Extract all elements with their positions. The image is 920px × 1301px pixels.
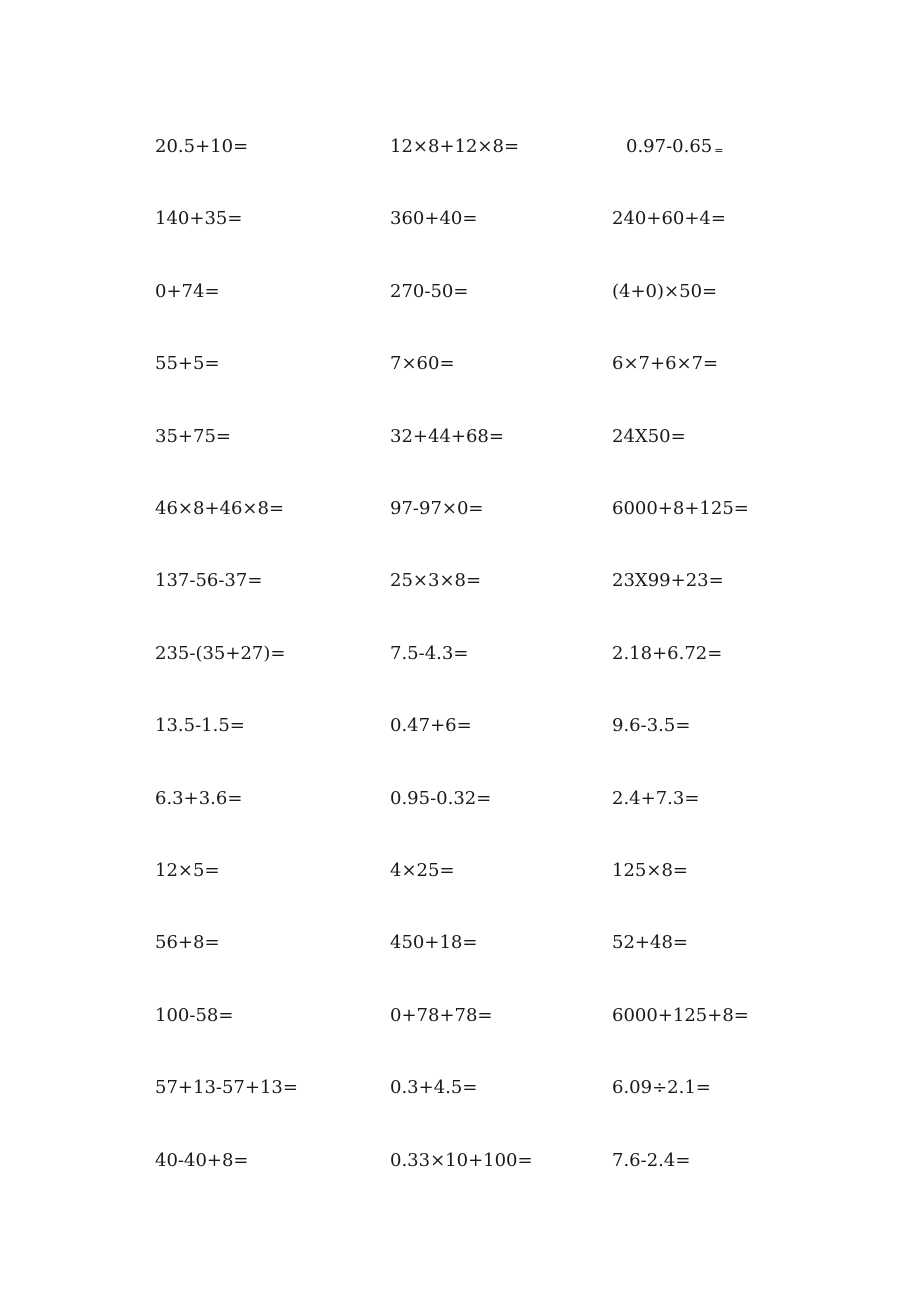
problem-row bbox=[0, 132, 920, 162]
problem-row bbox=[0, 1073, 920, 1103]
problem-text: 0.95-0.32= bbox=[390, 787, 492, 809]
problem-text: 2.4+7.3= bbox=[612, 787, 700, 809]
math-problem bbox=[155, 1146, 249, 1176]
math-problem bbox=[390, 349, 455, 379]
math-problem bbox=[390, 566, 481, 596]
math-problem bbox=[155, 566, 262, 596]
problem-text: 6000+8+125= bbox=[612, 498, 749, 519]
problem-text: 0.97-0.65 bbox=[626, 136, 713, 157]
math-problem bbox=[155, 856, 220, 886]
math-problem bbox=[155, 1001, 233, 1031]
problem-row bbox=[0, 422, 920, 452]
math-problem bbox=[390, 1001, 493, 1031]
math-problem bbox=[612, 1146, 690, 1176]
problem-text: 40-40+8= bbox=[155, 1149, 249, 1171]
problem-text: 12×8+12×8= bbox=[390, 136, 520, 157]
problem-text: 24X50= bbox=[612, 425, 686, 447]
problem-text: 56+8= bbox=[155, 932, 220, 954]
problem-text: 0+74= bbox=[155, 280, 220, 302]
problem-text: 0.3+4.5= bbox=[390, 1077, 478, 1099]
problem-text: 6.09÷2.1= bbox=[612, 1077, 711, 1099]
math-problem bbox=[155, 928, 220, 958]
math-problem bbox=[155, 277, 220, 307]
problem-text: 240+60+4= bbox=[612, 208, 726, 230]
math-problem bbox=[612, 422, 686, 452]
problem-text: 25×3×8= bbox=[390, 570, 482, 592]
problem-text: 4×25= bbox=[390, 860, 455, 881]
problem-row bbox=[0, 928, 920, 958]
math-problem bbox=[612, 349, 718, 379]
math-problem bbox=[390, 928, 477, 958]
math-problem bbox=[155, 639, 285, 669]
problem-row bbox=[0, 494, 920, 524]
math-problem bbox=[626, 132, 723, 162]
problem-text: 7.6-2.4= bbox=[612, 1149, 691, 1171]
math-problem bbox=[155, 422, 231, 452]
math-problem bbox=[612, 1073, 711, 1103]
problem-text: 2.18+6.72= bbox=[612, 642, 723, 664]
problem-text: 137-56-37= bbox=[155, 570, 263, 592]
problem-text: 23X99+23= bbox=[612, 570, 724, 592]
math-problem bbox=[390, 132, 519, 162]
problem-text: 6.3+3.6= bbox=[155, 787, 243, 809]
problem-row bbox=[0, 784, 920, 814]
math-problem bbox=[155, 204, 242, 234]
math-problem bbox=[155, 784, 242, 814]
problem-row bbox=[0, 711, 920, 741]
problem-text: 57+13-57+13= bbox=[155, 1077, 298, 1099]
math-problem bbox=[612, 494, 749, 524]
math-problem bbox=[155, 1073, 298, 1103]
problem-text: 270-50= bbox=[390, 280, 469, 302]
small-equals-sign: = bbox=[714, 144, 724, 157]
problem-text: 46×8+46×8= bbox=[155, 498, 285, 519]
problem-text: 0+78+78= bbox=[390, 1004, 493, 1026]
math-problem bbox=[155, 349, 220, 379]
math-problem bbox=[390, 422, 504, 452]
math-problem bbox=[390, 1073, 477, 1103]
math-problem bbox=[390, 1146, 533, 1176]
math-problem bbox=[390, 204, 477, 234]
math-problem bbox=[390, 856, 455, 886]
problem-text: 140+35= bbox=[155, 208, 243, 230]
problem-text: 35+75= bbox=[155, 425, 231, 447]
math-problem bbox=[390, 711, 472, 741]
problem-text: 9.6-3.5= bbox=[612, 715, 691, 737]
problem-text: 6×7+6×7= bbox=[612, 353, 719, 375]
math-problem bbox=[612, 566, 724, 596]
problem-row bbox=[0, 639, 920, 669]
problem-text: 7×60= bbox=[390, 353, 455, 375]
math-problem bbox=[612, 1001, 749, 1031]
problem-text: 100-58= bbox=[155, 1004, 234, 1026]
math-problem bbox=[155, 494, 284, 524]
problem-text: 20.5+10= bbox=[155, 136, 249, 157]
problem-text: 125×8= bbox=[612, 860, 688, 881]
math-problem bbox=[612, 784, 699, 814]
problem-text: 235-(35+27)= bbox=[155, 642, 286, 664]
math-problem bbox=[390, 639, 468, 669]
math-problem bbox=[155, 711, 245, 741]
math-problem bbox=[612, 711, 690, 741]
problem-text: 7.5-4.3= bbox=[390, 642, 469, 664]
problem-row bbox=[0, 1146, 920, 1176]
math-problem bbox=[390, 494, 484, 524]
math-problem bbox=[390, 277, 468, 307]
problem-row bbox=[0, 566, 920, 596]
problem-text: 13.5-1.5= bbox=[155, 715, 245, 737]
problem-row bbox=[0, 1001, 920, 1031]
problem-text: 32+44+68= bbox=[390, 425, 504, 447]
math-problem bbox=[155, 132, 248, 162]
problem-text: 450+18= bbox=[390, 932, 478, 954]
problem-row bbox=[0, 349, 920, 379]
math-problem bbox=[612, 277, 717, 307]
problem-text: 6000+125+8= bbox=[612, 1004, 749, 1026]
math-problem bbox=[612, 928, 688, 958]
problem-row bbox=[0, 204, 920, 234]
problem-text: 0.47+6= bbox=[390, 715, 472, 737]
problem-row bbox=[0, 277, 920, 307]
problem-text: 360+40= bbox=[390, 208, 478, 230]
problem-text: 97-97×0= bbox=[390, 498, 484, 519]
problem-text: 52+48= bbox=[612, 932, 688, 954]
math-problem bbox=[390, 784, 491, 814]
math-problem bbox=[612, 204, 726, 234]
math-problem bbox=[612, 639, 722, 669]
problem-text: 55+5= bbox=[155, 353, 220, 375]
problem-row bbox=[0, 856, 920, 886]
problem-text: 12×5= bbox=[155, 860, 220, 881]
math-problem bbox=[612, 856, 688, 886]
problem-text: 0.33×10+100= bbox=[390, 1149, 533, 1171]
problem-text: (4+0)×50= bbox=[612, 280, 718, 302]
